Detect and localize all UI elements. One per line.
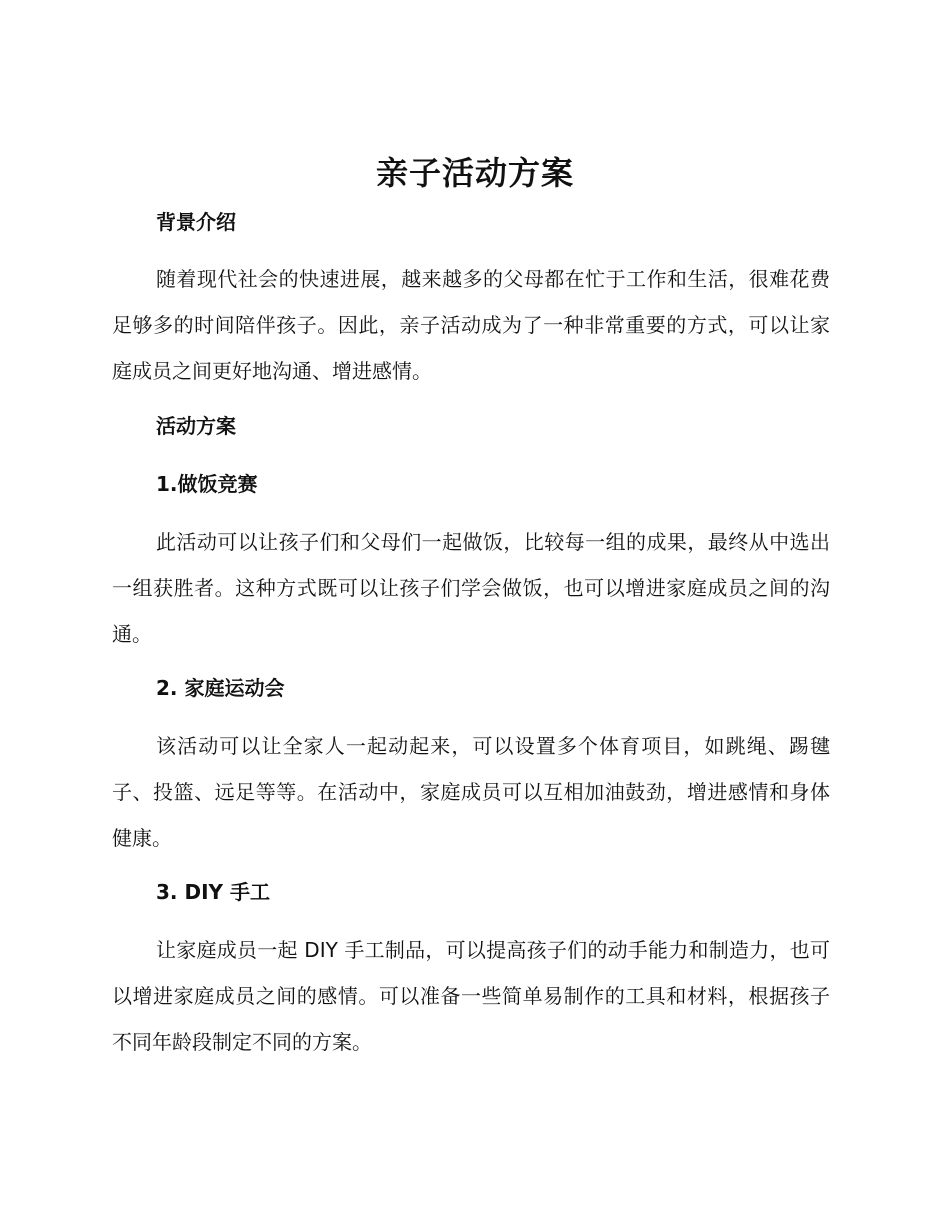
- document-title: 亲子活动方案: [375, 154, 574, 192]
- activity-paragraph-1: 此活动可以让孩子们和父母们一起做饭，比较每一组的成果，最终从中选出一组获胜者。这种方式既可以让孩子们学会做饭，也可以增进家庭成员之间的沟通。: [112, 530, 830, 646]
- section-heading-background: 背景介绍: [156, 210, 236, 234]
- paragraph-background: 随着现代社会的快速进展，越来越多的父母都在忙于工作和生活，很难花费足够多的时间陪伴孩子。因此，亲子活动成为了一种非常重要的方式，可以让家庭成员之间更好地沟通、增进感情。: [112, 267, 830, 383]
- activity-heading-3: 3. DIY 手工: [156, 880, 270, 904]
- activity-heading-2: 2. 家庭运动会: [156, 676, 285, 700]
- activity-paragraph-2: 该活动可以让全家人一起动起来，可以设置多个体育项目，如跳绳、踢毽子、投篮、远足等等。在活动中，家庭成员可以互相加油鼓劲，增进感情和身体健康。: [112, 734, 830, 850]
- activity-heading-1: 1.做饭竞赛: [156, 472, 258, 496]
- activity-paragraph-3: 让家庭成员一起 DIY 手工制品，可以提高孩子们的动手能力和制造力，也可以增进家庭成员之间的感情。可以准备一些简单易制作的工具和材料，根据孩子不同年龄段制定不同的方案。: [112, 938, 830, 1054]
- section-heading-plan: 活动方案: [156, 414, 236, 438]
